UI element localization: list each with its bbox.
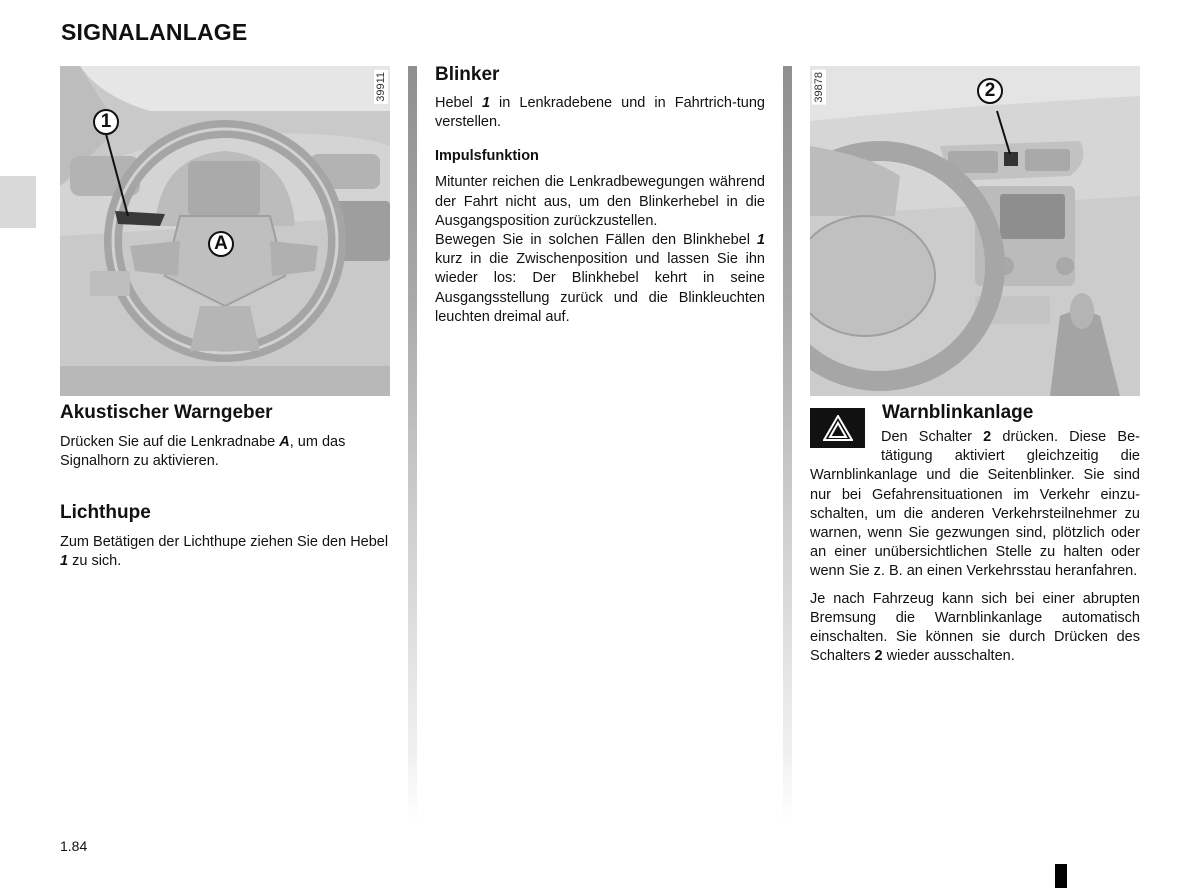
- callout-a: A: [208, 231, 234, 257]
- section-heading: Akustischer Warngeber: [60, 402, 273, 423]
- section-body: Zum Betätigen der Lichthupe ziehen Sie den Hebel 1 zu sich.: [60, 534, 389, 570]
- figure-dashboard-hazard-switch: [810, 66, 1140, 396]
- page-number: 1.84: [60, 838, 88, 854]
- subsection-heading: Impulsfunktion: [435, 148, 539, 165]
- reference-label: 1: [481, 95, 491, 111]
- reference-label: 2: [983, 429, 992, 445]
- figure-id: 39878: [813, 72, 825, 103]
- reference-label: 2: [874, 648, 883, 665]
- section-akustischer-warngeber: [60, 402, 392, 471]
- warn-paragraph-2: Je nach Fahrzeug kann sich bei einer abrupten Bremsung die Warnblinkanlage automatisch einschalten. Sie können sie durch Drücken des Schalters 2 wieder ausschalten.: [810, 590, 1140, 665]
- page-title: SIGNALANLAGE: [61, 19, 248, 45]
- section-body: Drücken Sie auf die Lenkradnabe A, um das Signalhorn zu aktivieren.: [60, 434, 346, 470]
- impuls-paragraph-2: Bewegen Sie in solchen Fällen den Blinkhebel 1 kurz in die Zwischenposition und lassen Sie ihn wieder los: Der Blinkhebel kehrt in seine Ausgangsstellung zurück und die Blinkleuchten leuchten dreimal auf.: [435, 232, 765, 325]
- hazard-warning-triangle-icon: [810, 408, 865, 448]
- column-divider-right: [783, 66, 792, 826]
- section-heading: Blinker: [435, 64, 500, 85]
- reference-label: 1: [756, 232, 765, 249]
- warn-paragraph-1: Den Schalter 2 drücken. Diese Betätigung aktiviert gleichzeitig die Warnblinkanlage und die Seitenblinker. Sie sind nur bei Gefahrensituationen im Verkehr einzuschalten, um die anderen Verkehrsteilnehmer zu warnen, wenn Sie gezwungen sind, plötzlich oder an einer unübersichtlichen Stelle zu halten oder wenn Sie z. B. an einen Verkehrsstau heranfahren.: [810, 429, 1140, 580]
- figure-steering-wheel: [60, 66, 390, 396]
- section-warnblinkanlage: [810, 402, 1140, 666]
- section-body: Hebel 1 in Lenkradebene und in Fahrtrich-tung verstellen.: [435, 95, 765, 131]
- section-heading: Lichthupe: [60, 502, 151, 523]
- callout-2: 2: [977, 78, 1003, 104]
- impuls-paragraph-1: Mitunter reichen die Lenkradbewegungen während der Fahrt nicht aus, um den Blinkerhebel in die Ausgangsposition zurückzustellen.: [435, 174, 765, 229]
- section-heading: Warnblinkanlage: [882, 402, 1034, 423]
- column-divider-left: [408, 66, 417, 826]
- section-blinker: [435, 62, 765, 327]
- dashboard-illustration: [810, 66, 1140, 396]
- reference-label: 1: [60, 553, 69, 570]
- page-edge-marker: [1055, 864, 1067, 888]
- reference-label: A: [279, 434, 290, 450]
- callout-1: 1: [93, 109, 119, 135]
- section-lichthupe: [60, 502, 392, 571]
- figure-id: 39911: [375, 72, 387, 102]
- chapter-tab-marker: [0, 176, 36, 228]
